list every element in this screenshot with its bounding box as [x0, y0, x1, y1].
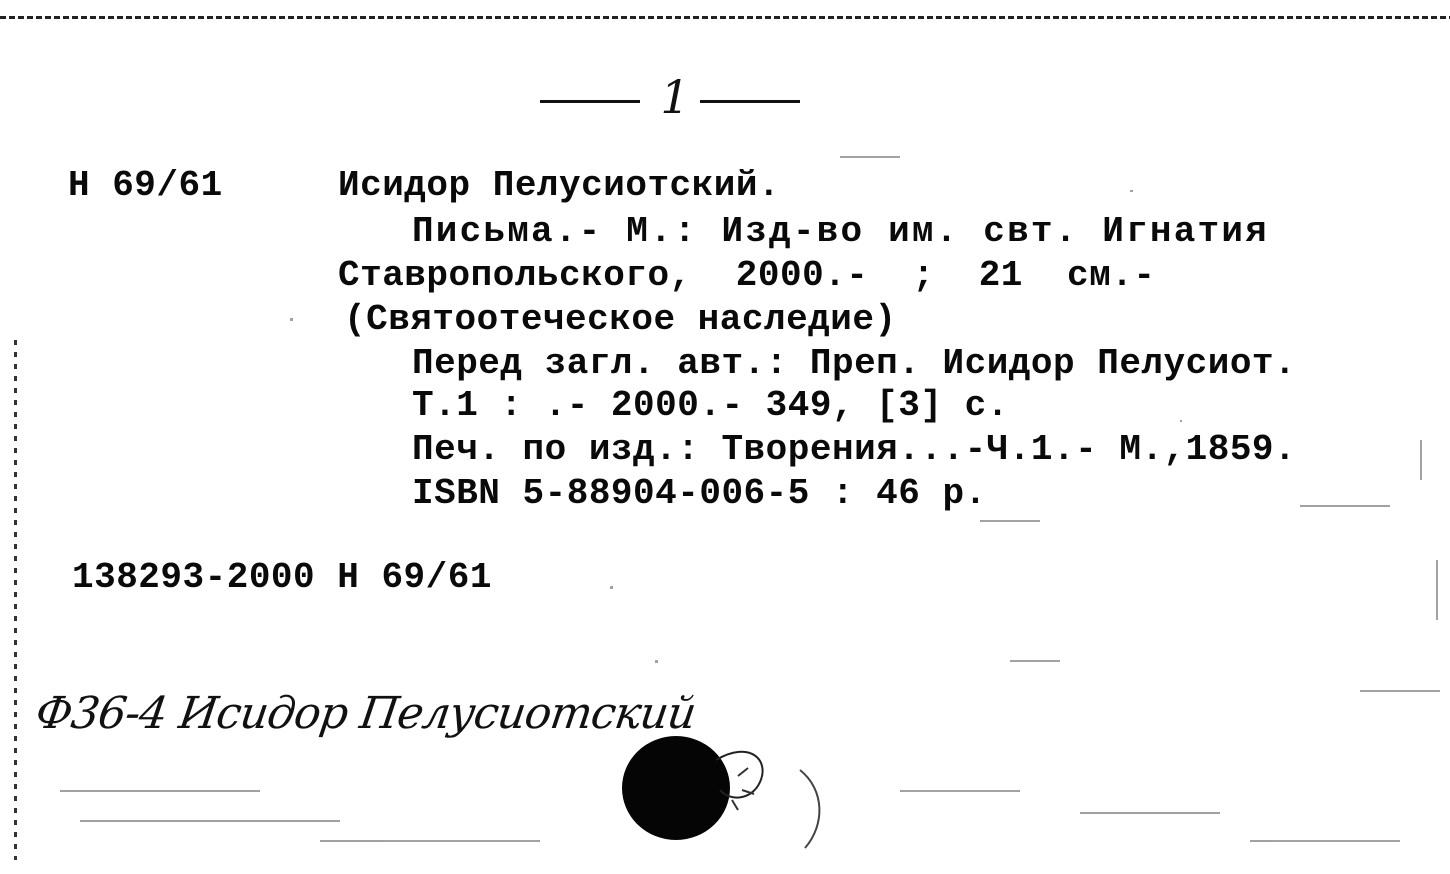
shelfmark: Н 69/61 — [68, 165, 223, 206]
top-border-rule — [0, 16, 1450, 19]
title-line: Письма.- М.: Изд-во им. свт. Игнатия — [412, 211, 1269, 252]
reprint-note-line: Печ. по изд.: Творения...-Ч.1.- М.,1859. — [412, 429, 1297, 470]
publisher-line: Ставропольского, 2000.- ; 21 см.- — [338, 255, 1156, 296]
volume-line: Т.1 : .- 2000.- 349, [3] с. — [412, 385, 1009, 426]
note-author-line: Перед загл. авт.: Преп. Исидор Пелусиот. — [412, 343, 1297, 384]
isbn-line: ISBN 5-88904-006-5 : 46 р. — [412, 473, 987, 514]
sheet-number-header — [540, 70, 810, 130]
sheet-number: 1 — [660, 70, 690, 124]
inventory-number: 138293-2000 Н 69/61 — [72, 557, 492, 598]
ink-blot-stain — [620, 730, 860, 860]
handwritten-note: Ф36-4 Исидор Пелусиотский — [32, 688, 699, 739]
left-edge-rule — [14, 340, 17, 860]
author-heading: Исидор Пелусиотский. — [338, 165, 781, 206]
sheet-number-rule-left — [540, 100, 640, 103]
series-line: (Святоотеческое наследие) — [344, 299, 897, 340]
sheet-number-rule-right — [700, 100, 800, 103]
